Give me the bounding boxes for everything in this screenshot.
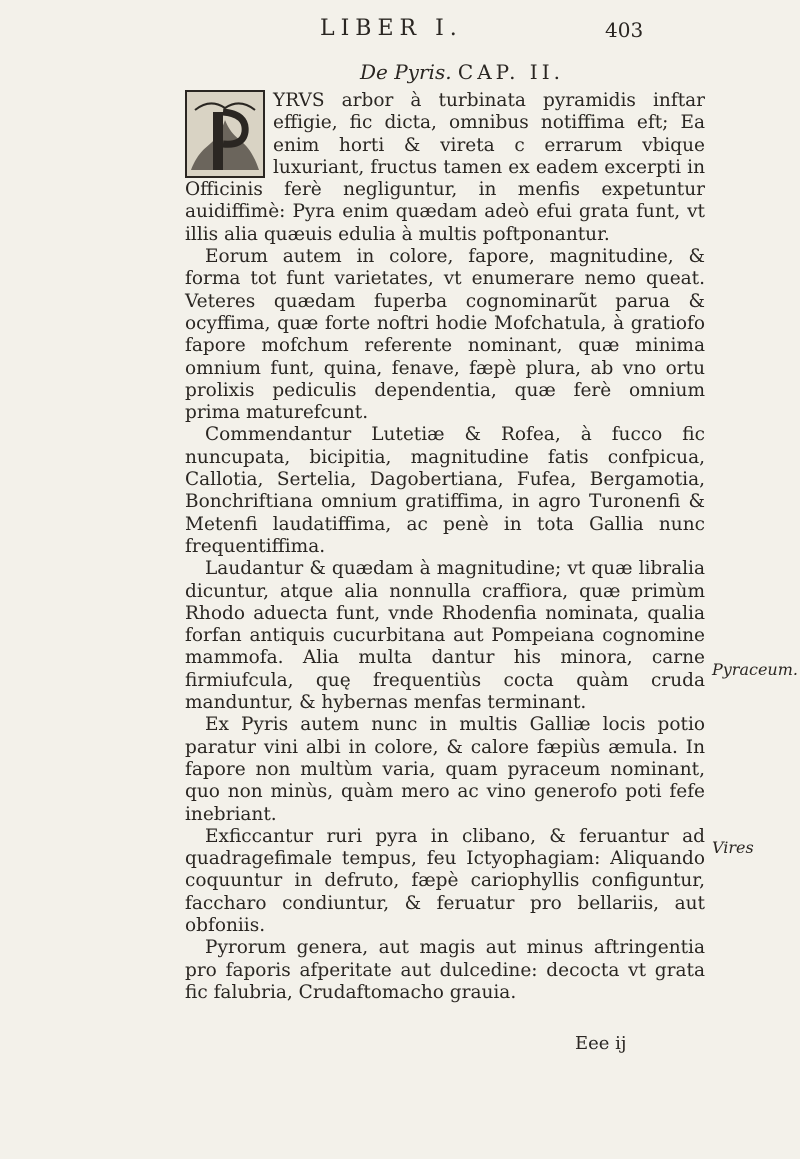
paragraph-3: Commendantur Lutetiæ & Rofea, à fucco fic nuncupata, bicipitia, magnitudine fatis confpicua, Callotia, Sertelia, Dagobertiana, Fufea, Bergamotia, Bonchriftiana omnium gratiffima, in agro Turonenfi & Metenfi laudatiffima, ac penè in tota Gallia nunc frequentiffima. <box>185 424 705 557</box>
text-body <box>185 90 705 1004</box>
signature-mark: Eee ij <box>575 1033 627 1054</box>
paragraph-5: Ex Pyris autem nunc in multis Galliæ locis potio paratur vini albi in colore, & calore fæpiùs æmula. In fapore non multùm varia, quam pyraceum nominant, quo non minùs, quàm mero ac vino generofo poti fefe inebriant. <box>185 714 705 825</box>
margin-note-vires: Vires <box>712 838 754 857</box>
running-head <box>0 10 800 50</box>
margin-note-pyraceum: Pyraceum. <box>712 660 798 679</box>
paragraph-7: Pyrorum genera, aut magis aut minus aftringentia pro faporis afperitate aut dulcedine: decocta vt grata fic falubria, Crudaftomacho grauia. <box>185 937 705 1003</box>
chapter-number: CAP. II. <box>457 60 564 84</box>
paragraph-4: Laudantur & quædam à magnitudine; vt quæ libralia dicuntur, atque alia nonnulla craffiora, quæ primùm Rhodo aduecta funt, vnde Rhodenfia nominata, qualia forfan antiquis cucurbitana aut Pompeiana cognomine mammofa. Alia multa dantur his minora, carne firmiufcula, quę frequentiùs cocta quàm cruda manduntur, & hybernas menfas terminant. <box>185 558 705 714</box>
paragraph-6: Exficcantur ruri pyra in clibano, & feruantur ad quadragefimale tempus, feu Ictyophagiam: Aliquando coquuntur in defruto, fæpè cariophyllis configuntur, faccharo condiuntur, & feruatur pro bellariis, aut obfoniis. <box>185 825 705 936</box>
running-title: LIBER I. <box>320 16 463 41</box>
decorated-initial-p-icon <box>185 90 265 178</box>
paragraph-2: Eorum autem in colore, fapore, magnitudine, & forma tot funt varietates, vt enumerare nemo queat. Veteres quædam fuperba cognominarũt parua & ocyffima, quæ forte noftri hodie Mofchatula, à gratiofo fapore mofchum referente nominant, quæ minima omnium funt, quina, fenave, fæpè plura, ab vno ortu prolixis pediculis dependentia, quæ ferè omnium prima maturefcunt. <box>185 246 705 424</box>
folio-number: 403 <box>605 18 644 42</box>
section-title: De Pyris. <box>360 60 452 84</box>
paragraph-1: YRVS arbor à turbinata pyramidis inftar effigie, fic dicta, omnibus notiffima eft; Ea enim horti & vireta c errarum vbique luxuriant, fructus tamen ex eadem excerpti in Officinis ferè negliguntur, in menfis expetuntur auidiffimè: Pyra enim quædam adeò efui grata funt, vt illis alia quæuis edulia à multis poftponantur. <box>185 90 705 245</box>
section-heading <box>360 60 564 84</box>
